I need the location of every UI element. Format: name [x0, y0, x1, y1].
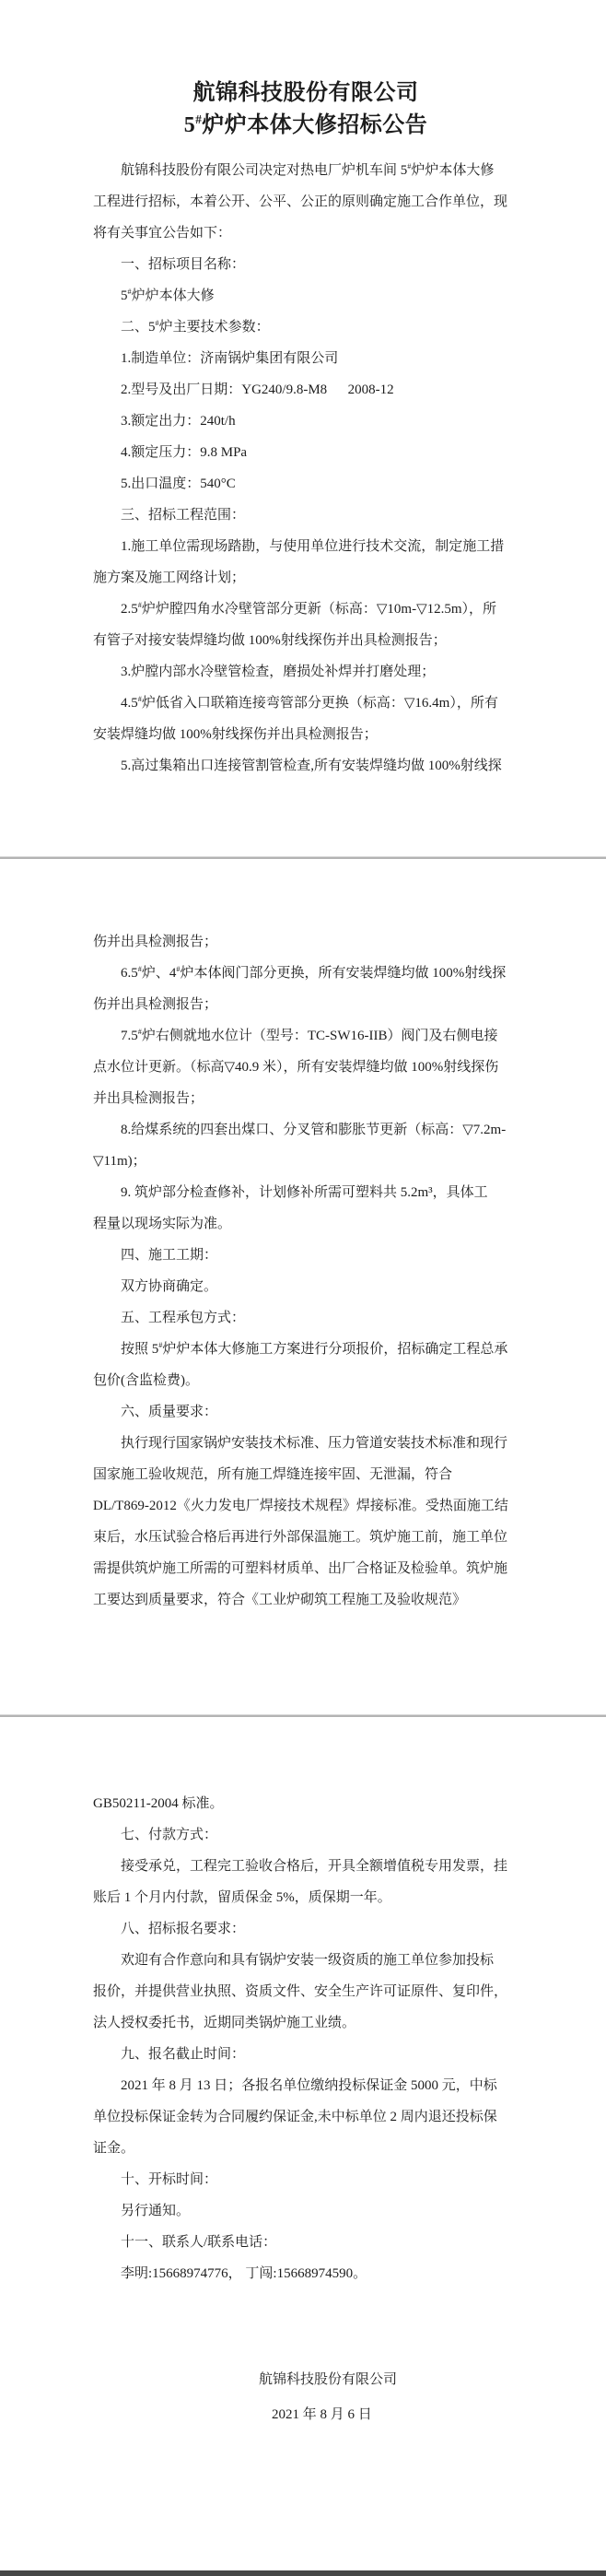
doc-line: 伤并出具检测报告；: [93, 997, 218, 1012]
doc-line: 账后 1 个月内付款，留质保金 5%，质保期一年。: [93, 1890, 391, 1905]
doc-line: 工要达到质量要求，符合《工业炉砌筑工程施工及验收规范》: [93, 1593, 467, 1607]
doc-line: 束后，水压试验合格后再进行外部保温施工。筑炉施工前，施工单位: [93, 1530, 508, 1545]
doc-line: 点水位计更新。（标高▽40.9 米），所有安装焊缝均做 100%射线探伤: [93, 1060, 499, 1075]
doc-title-company: 航锦科技股份有限公司: [192, 81, 419, 105]
doc-line: 5.出口温度：540°C: [121, 476, 236, 491]
doc-line: ▽11m)；: [93, 1154, 146, 1169]
doc-line: 7.5#炉右侧就地水位计（型号：TC-SW16-IIB）阀门及右侧电接: [121, 1028, 498, 1043]
section-heading: 十、开标时间：: [121, 2172, 218, 2187]
doc-line: 伤并出具检测报告；: [93, 935, 218, 949]
doc-line: 1.施工单位需现场踏勘，与使用单位进行技术交流，制定施工措: [121, 539, 505, 554]
doc-line: 双方协商确定。: [121, 1279, 218, 1294]
doc-line: 单位投标保证金转为合同履约保证金,未中标单位 2 周内退还投标保: [93, 2110, 497, 2124]
doc-line: 国家施工验收规范，所有施工焊缝连接牢固、无泄漏，符合: [93, 1467, 453, 1482]
doc-line: 将有关事宜公告如下：: [93, 226, 232, 241]
doc-line: 工程进行招标，本着公开、公平、公正的原则确定施工合作单位，现: [93, 194, 508, 209]
section-heading: 六、质量要求：: [121, 1405, 218, 1419]
section-heading: 二、5#炉主要技术参数：: [121, 319, 270, 335]
doc-line: 包价(含监检费)。: [93, 1373, 199, 1388]
doc-line: 接受承兑，工程完工验收合格后，开具全额增值税专用发票，挂: [121, 1859, 508, 1874]
page-1: [0, 0, 606, 856]
page-2: [0, 859, 606, 1714]
page-1-body: [93, 155, 519, 782]
doc-line: 另行通知。: [121, 2204, 191, 2218]
doc-line: 2021 年 8 月 13 日；各报名单位缴纳投标保证金 5000 元，中标: [121, 2078, 497, 2093]
doc-line: 航锦科技股份有限公司决定对热电厂炉机车间 5#炉炉本体大修: [121, 162, 495, 178]
doc-line: 需提供筑炉施工所需的可塑料材质单、出厂合格证及检验单。筑炉施: [93, 1561, 508, 1576]
doc-line: 9. 筑炉部分检查修补，计划修补所需可塑料共 5.2m³，具体工: [121, 1185, 488, 1200]
doc-line: 2.5#炉炉膛四角水冷壁管部分更新（标高：▽10m-▽12.5m），所: [121, 601, 497, 617]
doc-line: 安装焊缝均做 100%射线探伤并出具检测报告；: [93, 727, 378, 742]
doc-line: 6.5#炉、4#炉本体阀门部分更换，所有安装焊缝均做 100%射线探: [121, 965, 507, 981]
doc-line: 施方案及施工网络计划；: [93, 570, 246, 585]
signature-company: 航锦科技股份有限公司: [259, 2372, 398, 2387]
doc-line: 4.5#炉低省入口联箱连接弯管部分更换（标高：▽16.4m），所有: [121, 695, 498, 711]
doc-line: 程量以现场实际为准。: [93, 1217, 232, 1231]
doc-line: 5#炉炉本体大修: [121, 288, 215, 303]
doc-line: 执行现行国家锅炉安装技术标准、压力管道安装技术标准和现行: [121, 1436, 508, 1451]
doc-line: 1.制造单位：济南锅炉集团有限公司: [121, 351, 339, 366]
section-heading: 三、招标工程范围：: [121, 508, 246, 523]
doc-line: 证金。: [93, 2141, 135, 2156]
viewer-bottom-edge: [0, 2570, 606, 2576]
signature-date: 2021 年 8 月 6 日: [272, 2407, 372, 2422]
doc-title-subject: 5#炉炉本体大修招标公告: [183, 112, 428, 137]
doc-line: 2.型号及出厂日期：YG240/9.8-M8 2008-12: [121, 382, 394, 397]
doc-line: DL/T869-2012《火力发电厂焊接技术规程》焊接标准。受热面施工结: [93, 1499, 508, 1513]
section-heading: 七、付款方式：: [121, 1828, 218, 1842]
doc-line: 并出具检测报告；: [93, 1091, 204, 1106]
doc-line: 8.给煤系统的四套出煤口、分叉管和膨胀节更新（标高：▽7.2m-: [121, 1123, 507, 1137]
section-heading: 四、施工工期：: [121, 1248, 218, 1263]
doc-line: 报价，并提供营业执照、资质文件、安全生产许可证原件、复印件，: [93, 1984, 508, 1999]
doc-line: 5.高过集箱出口连接管割管检查,所有安装焊缝均做 100%射线探: [121, 759, 502, 773]
doc-line: 按照 5#炉炉本体大修施工方案进行分项报价，招标确定工程总承: [121, 1341, 508, 1357]
doc-line: 3.额定出力：240t/h: [121, 414, 236, 429]
page-3: [0, 1717, 606, 2576]
doc-line: 4.额定压力：9.8 MPa: [121, 445, 248, 460]
section-heading: 九、报名截止时间：: [121, 2047, 246, 2062]
section-heading: 一、招标项目名称：: [121, 257, 246, 272]
doc-line: 有管子对接安装焊缝均做 100%射线探伤并出具检测报告；: [93, 633, 447, 648]
section-heading: 十一、联系人/联系电话：: [121, 2235, 277, 2250]
section-heading: 八、招标报名要求：: [121, 1922, 246, 1936]
doc-line: 欢迎有合作意向和具有锅炉安装一级资质的施工单位参加投标: [121, 1953, 495, 1968]
doc-line: 3.炉膛内部水冷壁管检查，磨损处补焊并打磨处理；: [121, 665, 436, 679]
doc-line: GB50211-2004 标准。: [93, 1796, 224, 1811]
doc-line: 法人授权委托书，近期同类锅炉施工业绩。: [93, 2016, 356, 2030]
contact-line: 李明:15668974776， 丁闯:15668974590。: [121, 2266, 367, 2281]
section-heading: 五、工程承包方式：: [121, 1311, 246, 1325]
